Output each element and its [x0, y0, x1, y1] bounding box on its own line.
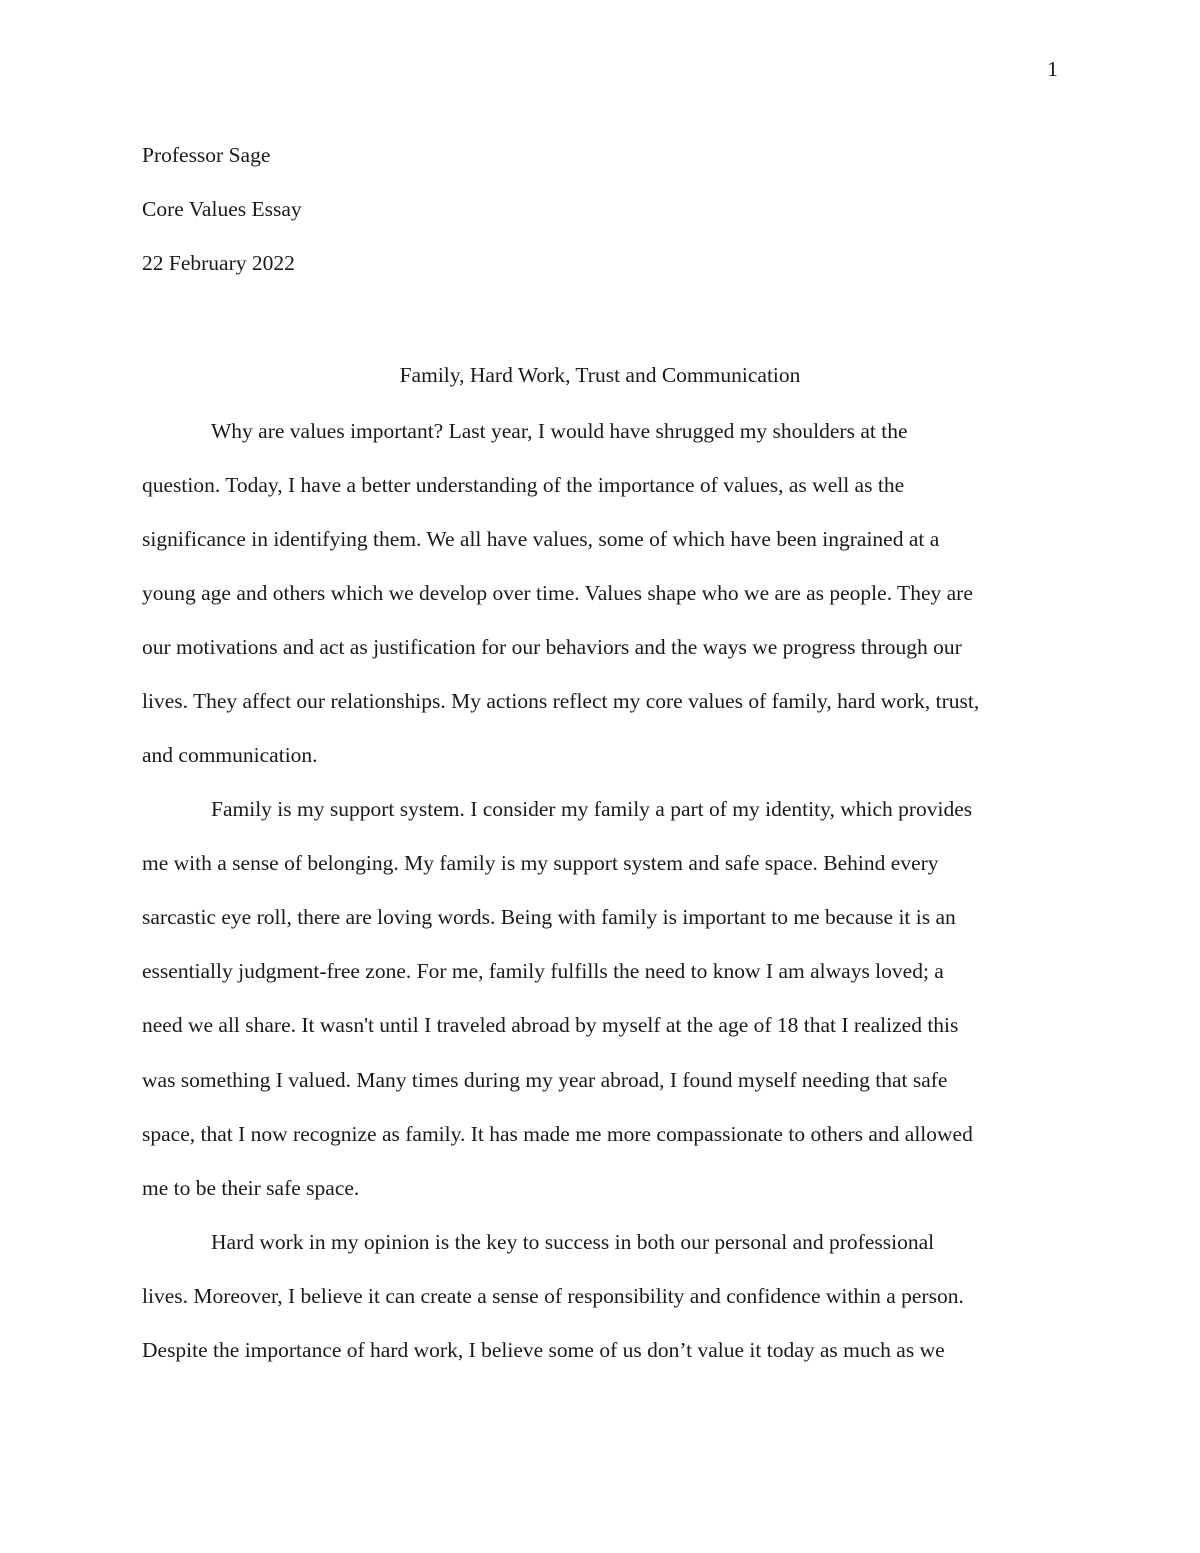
- body-line: young age and others which we develop over time. Values shape who we are as people. They are: [142, 581, 973, 605]
- body-line: and communication.: [142, 743, 318, 767]
- course-name: Core Values Essay: [142, 197, 302, 221]
- instructor-name: Professor Sage: [142, 143, 271, 167]
- essay-title: Family, Hard Work, Trust and Communication: [399, 363, 801, 387]
- body-line: Why are values important? Last year, I would have shrugged my shoulders at the: [211, 419, 908, 443]
- body-line: need we all share. It wasn't until I traveled abroad by myself at the age of 18 that I realized this: [142, 1013, 959, 1037]
- body-line: me with a sense of belonging. My family is my support system and safe space. Behind every: [142, 851, 939, 875]
- body-line: essentially judgment-free zone. For me, family fulfills the need to know I am always loved; a: [142, 959, 944, 983]
- body-line: was something I valued. Many times during my year abroad, I found myself needing that safe: [142, 1068, 948, 1092]
- body-line: Despite the importance of hard work, I believe some of us don’t value it today as much as we: [142, 1338, 945, 1362]
- body-line: me to be their safe space.: [142, 1176, 360, 1200]
- page-number: 1: [1047, 57, 1058, 81]
- body-line: lives. Moreover, I believe it can create a sense of responsibility and confidence within a person.: [142, 1284, 964, 1308]
- body-line: Hard work in my opinion is the key to success in both our personal and professional: [211, 1230, 935, 1254]
- body-line: lives. They affect our relationships. My actions reflect my core values of family, hard work, trust,: [142, 689, 980, 713]
- body-line: sarcastic eye roll, there are loving words. Being with family is important to me because it is an: [142, 905, 956, 929]
- body-line: question. Today, I have a better understanding of the importance of values, as well as the: [142, 473, 905, 497]
- essay-date: 22 February 2022: [142, 251, 295, 275]
- body-line: our motivations and act as justification for our behaviors and the ways we progress through our: [142, 635, 962, 659]
- body-line: significance in identifying them. We all have values, some of which have been ingrained at a: [142, 527, 940, 551]
- body-line: space, that I now recognize as family. It has made me more compassionate to others and allowed: [142, 1122, 973, 1146]
- body-line: Family is my support system. I consider my family a part of my identity, which provides: [211, 797, 973, 821]
